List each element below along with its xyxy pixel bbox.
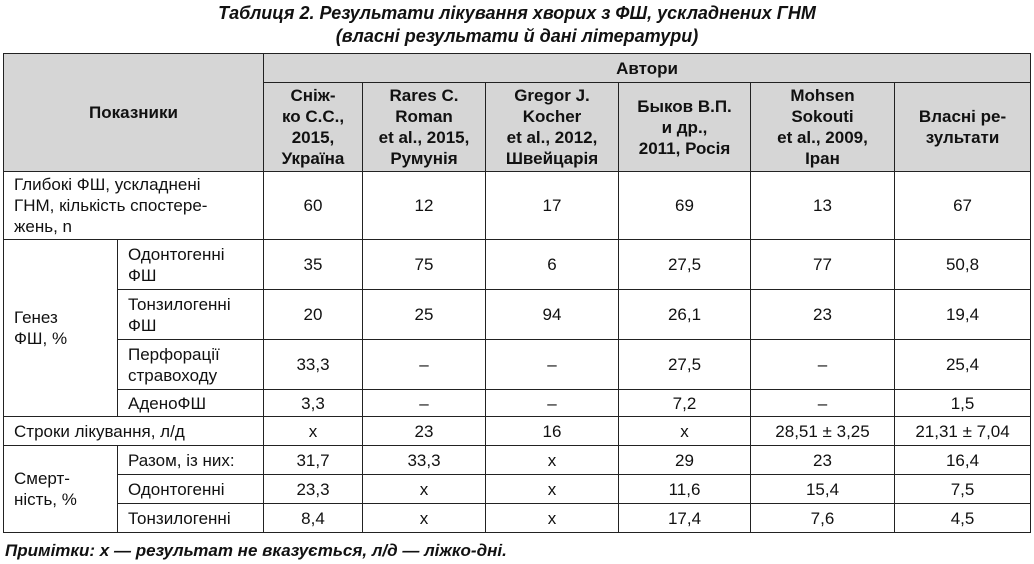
table-cell: 35 <box>264 240 363 290</box>
table-row-mortality-total <box>4 446 1031 475</box>
author-line: et al., 2015, <box>378 128 470 147</box>
table-cell: 69 <box>619 172 751 240</box>
author-line: et al., 2009, <box>777 128 868 147</box>
table-row-genesis-tonsillogenic <box>4 290 1031 340</box>
author-line: ко С.С., <box>281 107 345 126</box>
author-line: и др., <box>661 117 708 137</box>
table-cell: – <box>486 390 619 417</box>
table-cell: 31,7 <box>264 446 363 475</box>
table-cell: x <box>619 417 751 446</box>
author-line: зультати <box>925 128 1000 147</box>
author-header <box>363 83 486 172</box>
table-row-genesis-odontogenic <box>4 240 1031 290</box>
table-cell: – <box>363 390 486 417</box>
row-sublabel <box>118 290 264 340</box>
table-cell: 16 <box>486 417 619 446</box>
author-line: Швейцарія <box>505 149 599 168</box>
table-cell: 7,2 <box>619 390 751 417</box>
author-line: Быков В.П. <box>637 96 732 116</box>
row-label-line: Перфорації <box>128 344 220 364</box>
row-label-line: ФШ <box>128 265 157 285</box>
row-group-label-mortality <box>4 446 118 533</box>
table-cell: 15,4 <box>751 475 895 504</box>
table-cell: 17 <box>486 172 619 240</box>
table-cell: – <box>751 390 895 417</box>
author-line: Sokouti <box>791 107 854 126</box>
row-label-line: ФШ <box>128 315 157 335</box>
indicators-header: Показники <box>4 54 264 172</box>
table-cell: 60 <box>264 172 363 240</box>
row-sublabel <box>118 390 264 417</box>
table-cell: 33,3 <box>363 446 486 475</box>
table-cell: – <box>486 340 619 390</box>
table-cell: 23,3 <box>264 475 363 504</box>
table-cell: x <box>264 417 363 446</box>
table-cell: 19,4 <box>895 290 1031 340</box>
table-cell: 7,5 <box>895 475 1031 504</box>
table-cell: 11,6 <box>619 475 751 504</box>
author-line: Україна <box>281 149 345 168</box>
author-line: Kocher <box>522 107 582 126</box>
header-row-authors <box>4 54 1031 83</box>
table-cell: 21,31 ± 7,04 <box>895 417 1031 446</box>
row-label-line: Тонзилогенні <box>128 294 231 314</box>
author-line: Сніж- <box>290 86 336 105</box>
author-line: 2011, Росія <box>638 138 731 158</box>
row-label-line: жень, n <box>14 217 72 236</box>
table-cell: 27,5 <box>619 340 751 390</box>
author-line: Власні ре- <box>918 107 1007 126</box>
row-label-line: Смерт- <box>14 469 70 488</box>
table-row-genesis-adeno <box>4 390 1031 417</box>
table-cell: 8,4 <box>264 504 363 533</box>
table-cell: 4,5 <box>895 504 1031 533</box>
table-cell: 28,51 ± 3,25 <box>751 417 895 446</box>
table-cell: – <box>751 340 895 390</box>
table-cell: 50,8 <box>895 240 1031 290</box>
row-label-line: ність, % <box>14 490 77 509</box>
table-cell: 12 <box>363 172 486 240</box>
row-sublabel: Тонзилогенні <box>118 504 264 533</box>
author-line: Roman <box>395 107 453 126</box>
table-cell: 25 <box>363 290 486 340</box>
table-cell: x <box>363 504 486 533</box>
author-line: Rares C. <box>389 86 459 105</box>
author-line: 2015, <box>291 128 335 147</box>
table-cell: 20 <box>264 290 363 340</box>
table-cell: 77 <box>751 240 895 290</box>
table-cell: – <box>363 340 486 390</box>
author-header <box>486 83 619 172</box>
author-header <box>751 83 895 172</box>
table-cell: 6 <box>486 240 619 290</box>
table-row-mortality-tonsillogenic <box>4 504 1031 533</box>
table-cell: x <box>486 504 619 533</box>
author-header <box>619 83 751 172</box>
table-cell: x <box>363 475 486 504</box>
table-cell: 23 <box>751 446 895 475</box>
author-line: et al., 2012, <box>506 128 598 147</box>
row-label-line: ГНМ, кількість спостере- <box>14 196 208 215</box>
table-cell: 3,3 <box>264 390 363 417</box>
table-cell: 94 <box>486 290 619 340</box>
table-cell: 33,3 <box>264 340 363 390</box>
author-header <box>264 83 363 172</box>
table-row-deep <box>4 172 1031 240</box>
table-cell: 29 <box>619 446 751 475</box>
row-group-label-genesis <box>4 240 118 417</box>
row-label-line: Генез <box>14 308 58 327</box>
row-label-line: ФШ, % <box>14 329 68 348</box>
row-sublabel <box>118 340 264 390</box>
row-sublabel: Одонтогенні <box>118 475 264 504</box>
row-label-deep <box>4 172 264 240</box>
row-label-line: Глибокі ФШ, ускладнені <box>14 175 201 194</box>
row-sublabel: Разом, із них: <box>118 446 264 475</box>
authors-header: Автори <box>264 54 1031 83</box>
table-cell: 1,5 <box>895 390 1031 417</box>
table-cell: 67 <box>895 172 1031 240</box>
table-title <box>0 2 1034 48</box>
table-title-line-2: (власні результати й дані літератури) <box>335 26 699 46</box>
author-line: Mohsen <box>790 86 855 105</box>
table-cell: 13 <box>751 172 895 240</box>
table-cell: 16,4 <box>895 446 1031 475</box>
table-cell: 75 <box>363 240 486 290</box>
table-note: Примітки: x — результат не вказується, л/д — ліжко-дні. <box>5 541 507 560</box>
results-table <box>3 53 1031 533</box>
author-header <box>895 83 1031 172</box>
row-label-treatment: Строки лікування, л/д <box>4 417 264 446</box>
author-line: Румунія <box>390 149 458 168</box>
table-cell: 23 <box>751 290 895 340</box>
row-label-line: Одонтогенні <box>128 244 225 264</box>
table-cell: 17,4 <box>619 504 751 533</box>
table-row-mortality-odontogenic <box>4 475 1031 504</box>
table-cell: 7,6 <box>751 504 895 533</box>
table-cell: 26,1 <box>619 290 751 340</box>
author-line: Іран <box>805 149 840 168</box>
table-cell: 25,4 <box>895 340 1031 390</box>
author-line: Gregor J. <box>514 86 590 105</box>
row-label-line: АденоФШ <box>128 393 207 413</box>
table-cell: x <box>486 446 619 475</box>
table-cell: 23 <box>363 417 486 446</box>
table-cell: x <box>486 475 619 504</box>
table-row-genesis-perforation <box>4 340 1031 390</box>
table-cell: 27,5 <box>619 240 751 290</box>
table-row-treatment <box>4 417 1031 446</box>
row-label-line: стравоходу <box>128 365 218 385</box>
table-title-line-1: Таблиця 2. Результати лікування хворих з ФШ, ускладнених ГНМ <box>218 3 816 23</box>
row-sublabel <box>118 240 264 290</box>
